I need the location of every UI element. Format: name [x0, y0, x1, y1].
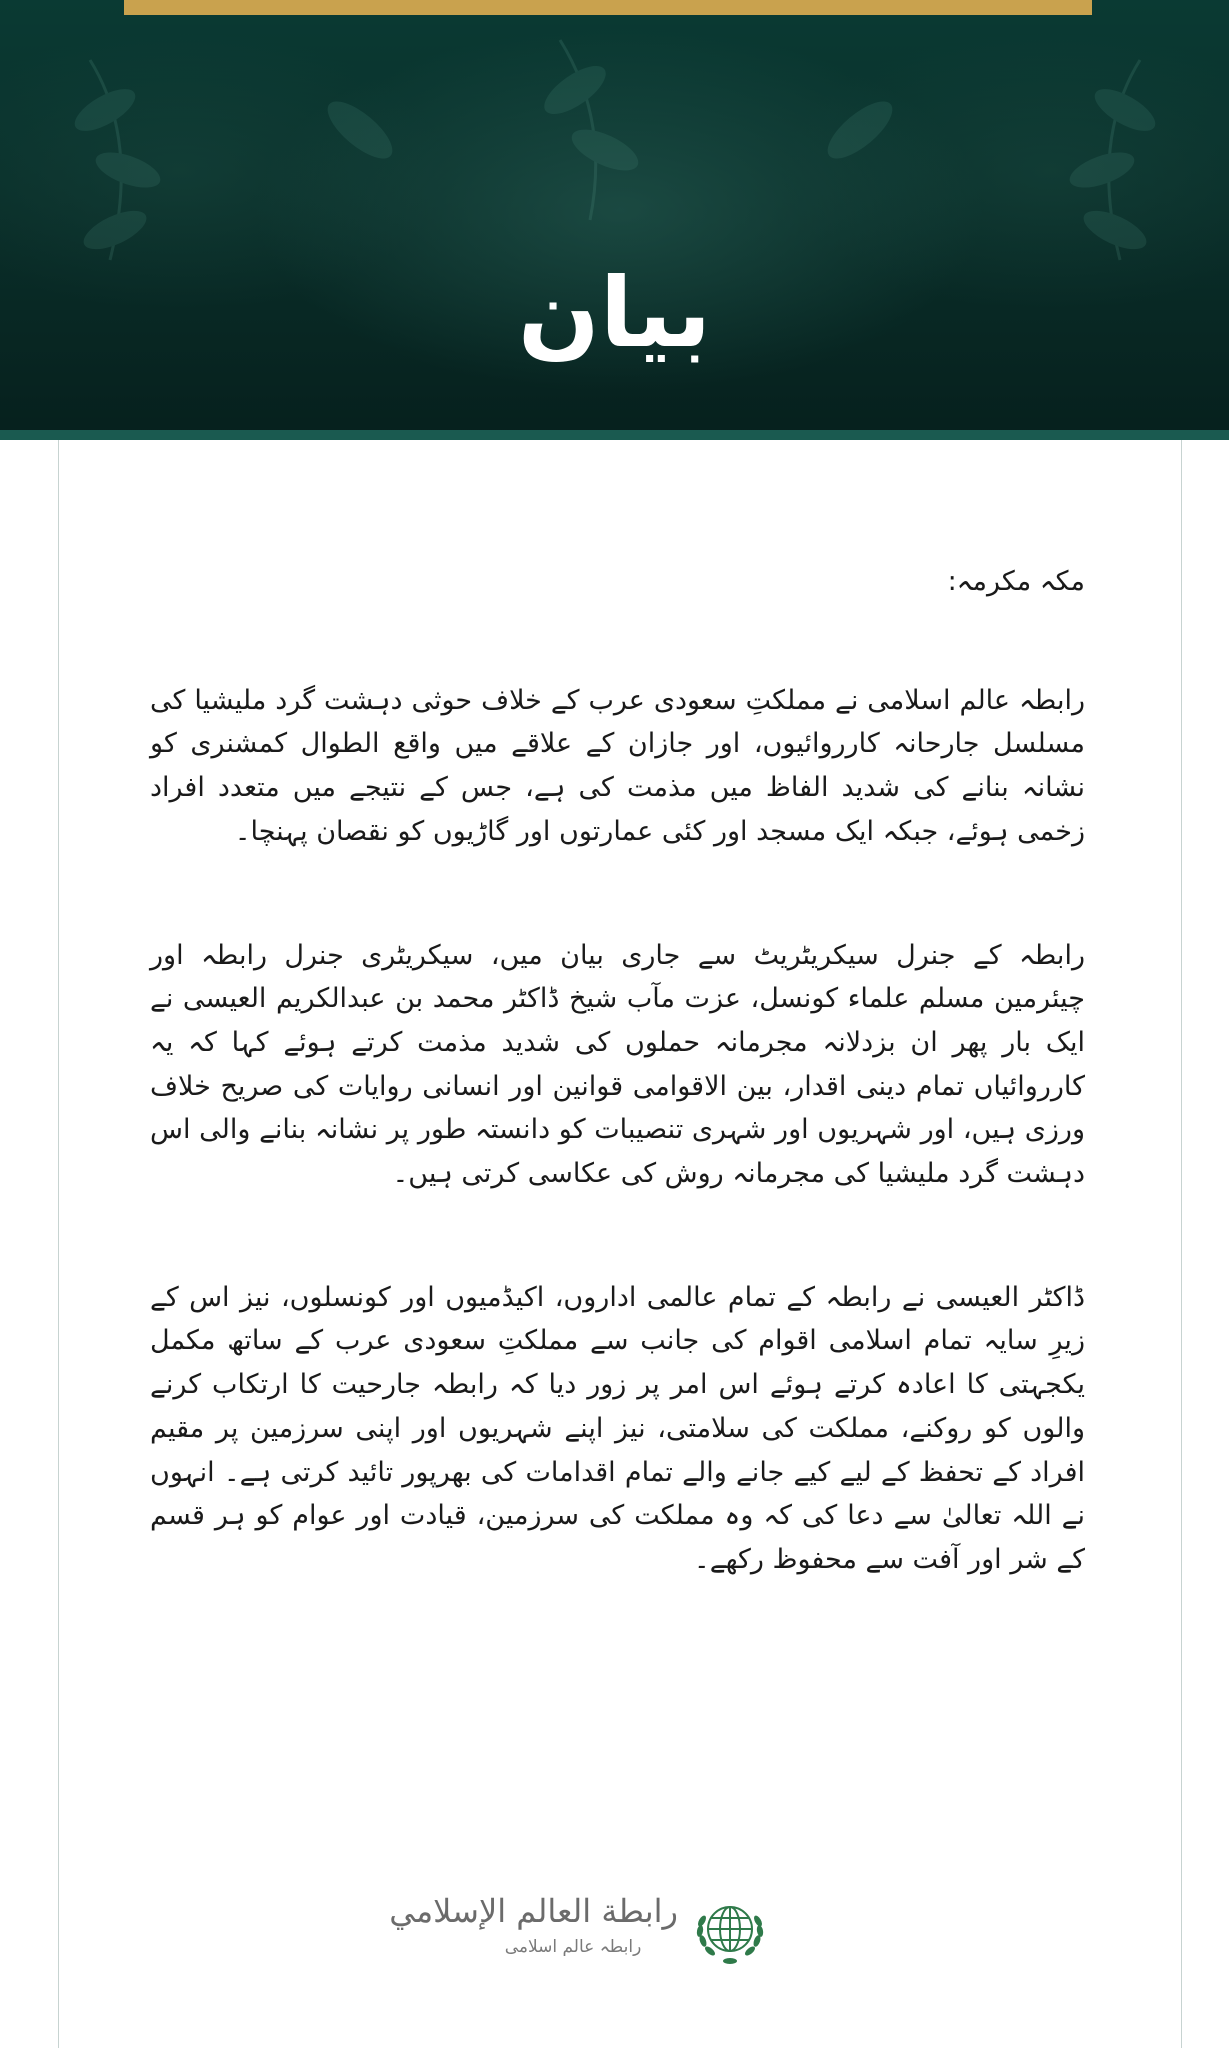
header-divider [0, 430, 1229, 440]
globe-emblem-icon [692, 1891, 768, 1967]
header-banner [0, 0, 1229, 440]
page-title: بیان [517, 257, 712, 369]
paragraph-2: رابطہ کے جنرل سیکریٹریٹ سے جاری بیان میں، سیکریٹری جنرل رابطہ اور چیئرمین مسلم علماء کونسل، عزت مآب شیخ ڈاکٹر محمد بن عبدالکریم العیسی نے ایک بار پھر ان بزدلانہ مجرمانہ حملوں کی شدید مذمت کرتے ہوئے کہا کہ یہ کارروائیاں تمام دینی اقدار، بین الاقوامی قوانین اور انسانی روایات کی صریح خلاف ورزی ہیں، اور شہریوں اور شہری تنصیبات کو دانستہ طور پر نشانہ بنانے والی اس دہشت گرد ملیشیا کی مجرمانہ روش کی عکاسی کرتی ہیں۔ [150, 939, 1085, 1190]
paragraph-3: ڈاکٹر العیسی نے رابطہ کے تمام عالمی اداروں، اکیڈمیوں اور کونسلوں، نیز اس کے زیرِ سایہ تمام اسلامی اقوام کی جانب سے مملکتِ سعودی عرب کے ساتھ مکمل یکجہتی کا اعادہ کرتے ہوئے اس امر پر زور دیا کہ رابطہ جارحیت کا ارتکاب کرنے والوں کو روکنے، مملکت کی سلامتی، نیز اپنے شہریوں اور اپنی سرزمین پر مقیم افراد کے تحفظ کے لیے کیے جانے والے تمام اقدامات کی بھرپور تائید کرتی ہے۔ انہوں نے اللہ تعالیٰ سے دعا کی کہ وہ مملکت کی سرزمین، قیادت اور عوام کو ہر قسم کے شر اور آفت سے محفوظ رکھے۔ [150, 1281, 1085, 1575]
paragraph-1: رابطہ عالم اسلامی نے مملکتِ سعودی عرب کے خلاف حوثی دہشت گرد ملیشیا کی مسلسل جارحانہ کارروائیوں، اور جازان کے علاقے میں واقع الطوال کمشنری کو نشانہ بنانے کی شدید الفاظ میں مذمت کی ہے، جس کے نتیجے میں متعدد افراد زخمی ہوئے، جبکہ ایک مسجد اور کئی عمارتوں اور گاڑیوں کو نقصان پہنچا۔ [150, 684, 1085, 847]
gold-accent-bar [124, 0, 1092, 15]
logo-urdu-text: رابطہ عالم اسلامی [504, 1937, 642, 1957]
logo-arabic-text: رابطة العالم الإسلامي [389, 1892, 678, 1930]
dateline: مکہ مکرمہ: [947, 566, 1085, 597]
mwl-logo [389, 1885, 768, 1975]
statement-body [150, 560, 1085, 1662]
leaf-pattern-decoration [0, 0, 1229, 440]
